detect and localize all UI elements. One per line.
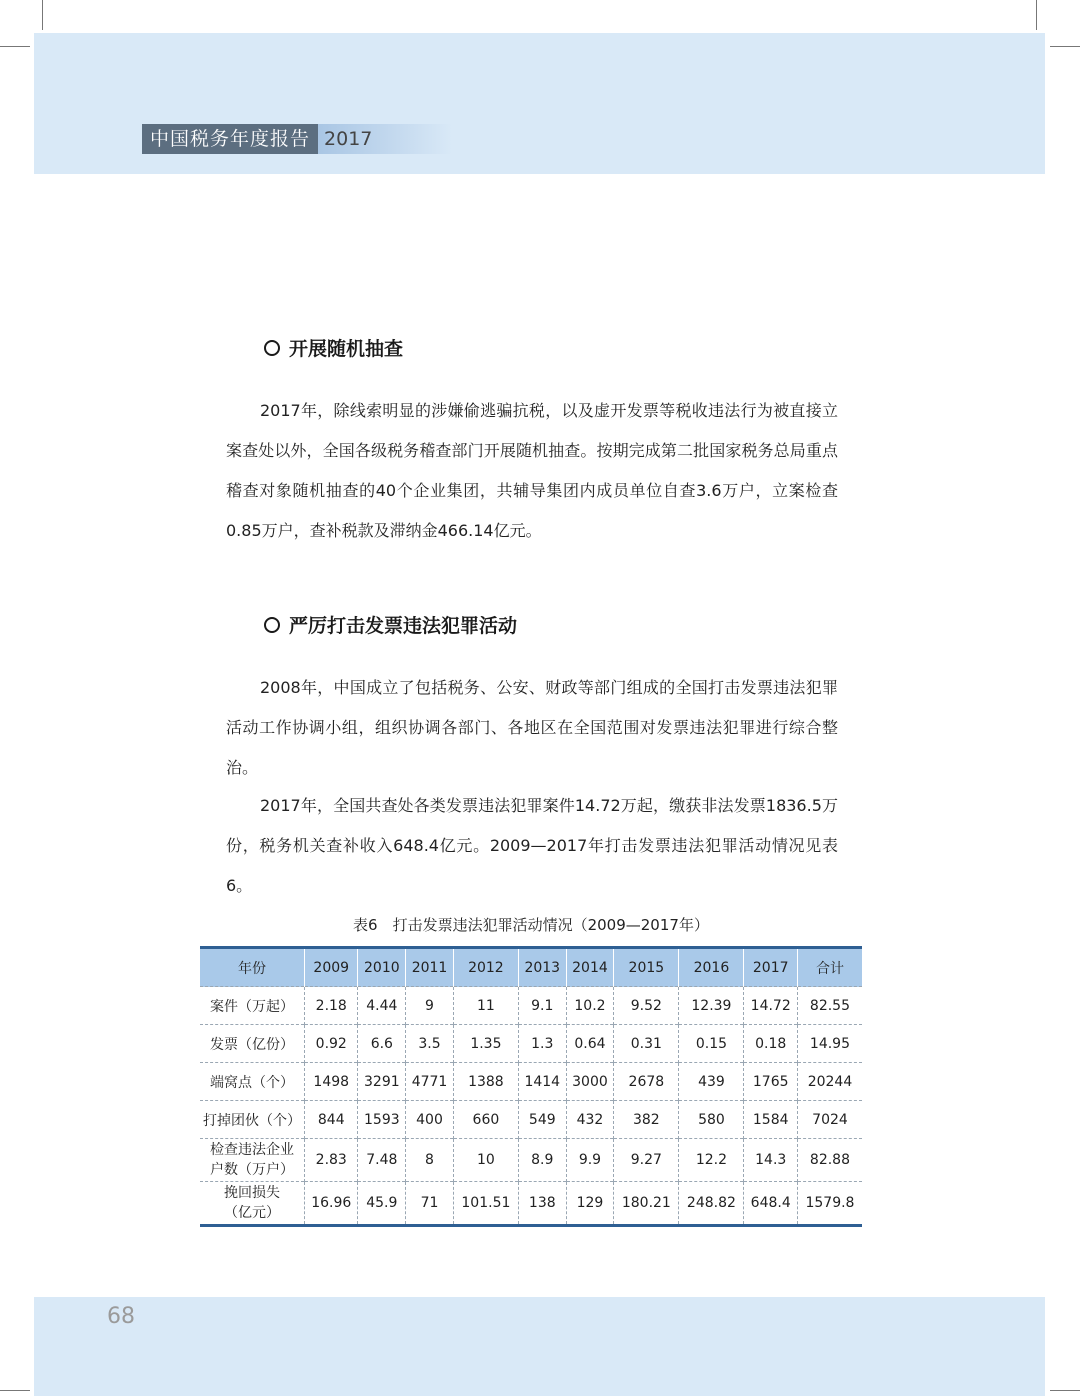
paragraph: 2008年，中国成立了包括税务、公安、财政等部门组成的全国打击发票违法犯罪活动工作协调小组，组织协调各部门、各地区在全国范围对发票违法犯罪进行综合整治。 xyxy=(226,678,838,777)
table-row xyxy=(200,1025,862,1063)
column-header: 2017 xyxy=(744,948,797,987)
circle-bullet-icon xyxy=(264,617,280,633)
section-heading-text: 开展随机抽查 xyxy=(289,338,404,360)
table-cell: 1388 xyxy=(453,1063,518,1101)
paragraph: 2017年，除线索明显的涉嫌偷逃骗抗税，以及虚开发票等税收违法行为被直接立案查处以外，全国各级税务稽查部门开展随机抽查。按期完成第二批国家税务总局重点稽查对象随机抽查的40个企业集团，共辅导集团内成员单位自查3.6万户，立案检查0.85万户，查补税款及滞纳金466.14亿元。 xyxy=(226,401,838,540)
column-header: 合计 xyxy=(797,948,862,987)
row-label xyxy=(200,1139,305,1182)
table-cell: 1593 xyxy=(358,1101,406,1139)
table-cell: 3000 xyxy=(566,1063,614,1101)
table-cell: 16.96 xyxy=(305,1182,358,1226)
table-cell: 0.15 xyxy=(679,1025,744,1063)
row-label: 发票（亿份） xyxy=(200,1025,305,1063)
table-cell: 1765 xyxy=(744,1063,797,1101)
table-cell: 660 xyxy=(453,1101,518,1139)
table-cell: 45.9 xyxy=(358,1182,406,1226)
table-cell: 580 xyxy=(679,1101,744,1139)
section-heading-invoice-crime xyxy=(264,611,517,638)
table-cell: 0.92 xyxy=(305,1025,358,1063)
table-cell: 0.31 xyxy=(614,1025,679,1063)
row-label-line: 挽回损失 xyxy=(224,1185,280,1201)
report-name: 中国税务年度报告 xyxy=(142,124,318,154)
table-cell: 20244 xyxy=(797,1063,862,1101)
crop-mark xyxy=(1036,0,1037,30)
table-cell: 439 xyxy=(679,1063,744,1101)
table-cell: 9.52 xyxy=(614,987,679,1025)
table-cell: 11 xyxy=(453,987,518,1025)
report-year: 2017 xyxy=(318,124,452,154)
table-cell: 0.64 xyxy=(566,1025,614,1063)
crop-mark xyxy=(42,0,43,30)
table-cell: 844 xyxy=(305,1101,358,1139)
table-cell: 9.9 xyxy=(566,1139,614,1182)
table-cell: 8 xyxy=(406,1139,454,1182)
table-cell: 7.48 xyxy=(358,1139,406,1182)
row-label-line: 户数（万户） xyxy=(210,1162,294,1178)
table-row xyxy=(200,1101,862,1139)
table-cell: 9 xyxy=(406,987,454,1025)
table-cell: 6.6 xyxy=(358,1025,406,1063)
table-cell: 2.18 xyxy=(305,987,358,1025)
table-cell: 1.3 xyxy=(518,1025,566,1063)
row-label xyxy=(200,1182,305,1226)
table-cell: 7024 xyxy=(797,1101,862,1139)
table-cell: 3291 xyxy=(358,1063,406,1101)
table-cell: 14.95 xyxy=(797,1025,862,1063)
column-header: 2012 xyxy=(453,948,518,987)
crop-mark xyxy=(1050,1390,1080,1391)
row-label-line: 检查违法企业 xyxy=(210,1142,294,1158)
row-label: 案件（万起） xyxy=(200,987,305,1025)
table-caption: 表6 打击发票违法犯罪活动情况（2009—2017年） xyxy=(353,916,709,934)
section-heading-text: 严厉打击发票违法犯罪活动 xyxy=(289,615,518,637)
table-cell: 101.51 xyxy=(453,1182,518,1226)
table-cell: 1584 xyxy=(744,1101,797,1139)
row-label-line: （亿元） xyxy=(224,1205,280,1221)
table-cell: 71 xyxy=(406,1182,454,1226)
footer-band xyxy=(34,1297,1045,1396)
table-row xyxy=(200,1139,862,1182)
table-row xyxy=(200,1063,862,1101)
table-row xyxy=(200,1182,862,1226)
table-cell: 1414 xyxy=(518,1063,566,1101)
table-cell: 129 xyxy=(566,1182,614,1226)
crop-mark xyxy=(0,46,30,47)
table-cell: 2678 xyxy=(614,1063,679,1101)
table-cell: 8.9 xyxy=(518,1139,566,1182)
table-cell: 1579.8 xyxy=(797,1182,862,1226)
row-label: 打掉团伙（个） xyxy=(200,1101,305,1139)
column-header: 2013 xyxy=(518,948,566,987)
table-cell: 10.2 xyxy=(566,987,614,1025)
table-cell: 382 xyxy=(614,1101,679,1139)
table-cell: 1.35 xyxy=(453,1025,518,1063)
column-header: 年份 xyxy=(200,948,305,987)
table-cell: 648.4 xyxy=(744,1182,797,1226)
table-row xyxy=(200,987,862,1025)
column-header: 2009 xyxy=(305,948,358,987)
table-cell: 138 xyxy=(518,1182,566,1226)
paragraph: 2017年，全国共查处各类发票违法犯罪案件14.72万起，缴获非法发票1836.5万份，税务机关查补收入648.4亿元。2009—2017年打击发票违法犯罪活动情况见表6。 xyxy=(226,796,838,895)
table-cell: 549 xyxy=(518,1101,566,1139)
table-header-row xyxy=(200,948,862,987)
table-cell: 432 xyxy=(566,1101,614,1139)
crop-mark xyxy=(0,1390,30,1391)
column-header: 2015 xyxy=(614,948,679,987)
table-cell: 14.72 xyxy=(744,987,797,1025)
table-cell: 9.27 xyxy=(614,1139,679,1182)
table-cell: 10 xyxy=(453,1139,518,1182)
table-cell: 400 xyxy=(406,1101,454,1139)
crop-mark xyxy=(1050,46,1080,47)
section-heading-random-check xyxy=(264,334,403,361)
report-title xyxy=(142,124,452,154)
table-cell: 0.18 xyxy=(744,1025,797,1063)
data-table xyxy=(200,946,862,1227)
table-cell: 12.2 xyxy=(679,1139,744,1182)
table-cell: 2.83 xyxy=(305,1139,358,1182)
table-cell: 14.3 xyxy=(744,1139,797,1182)
table-cell: 82.55 xyxy=(797,987,862,1025)
column-header: 2010 xyxy=(358,948,406,987)
table-cell: 9.1 xyxy=(518,987,566,1025)
column-header: 2011 xyxy=(406,948,454,987)
column-header: 2016 xyxy=(679,948,744,987)
table-cell: 82.88 xyxy=(797,1139,862,1182)
table-cell: 12.39 xyxy=(679,987,744,1025)
table-cell: 4771 xyxy=(406,1063,454,1101)
table-cell: 3.5 xyxy=(406,1025,454,1063)
circle-bullet-icon xyxy=(264,340,280,356)
table-cell: 1498 xyxy=(305,1063,358,1101)
table-cell: 248.82 xyxy=(679,1182,744,1226)
table-cell: 180.21 xyxy=(614,1182,679,1226)
page-number: 68 xyxy=(107,1304,135,1329)
row-label: 端窝点（个） xyxy=(200,1063,305,1101)
table-cell: 4.44 xyxy=(358,987,406,1025)
column-header: 2014 xyxy=(566,948,614,987)
